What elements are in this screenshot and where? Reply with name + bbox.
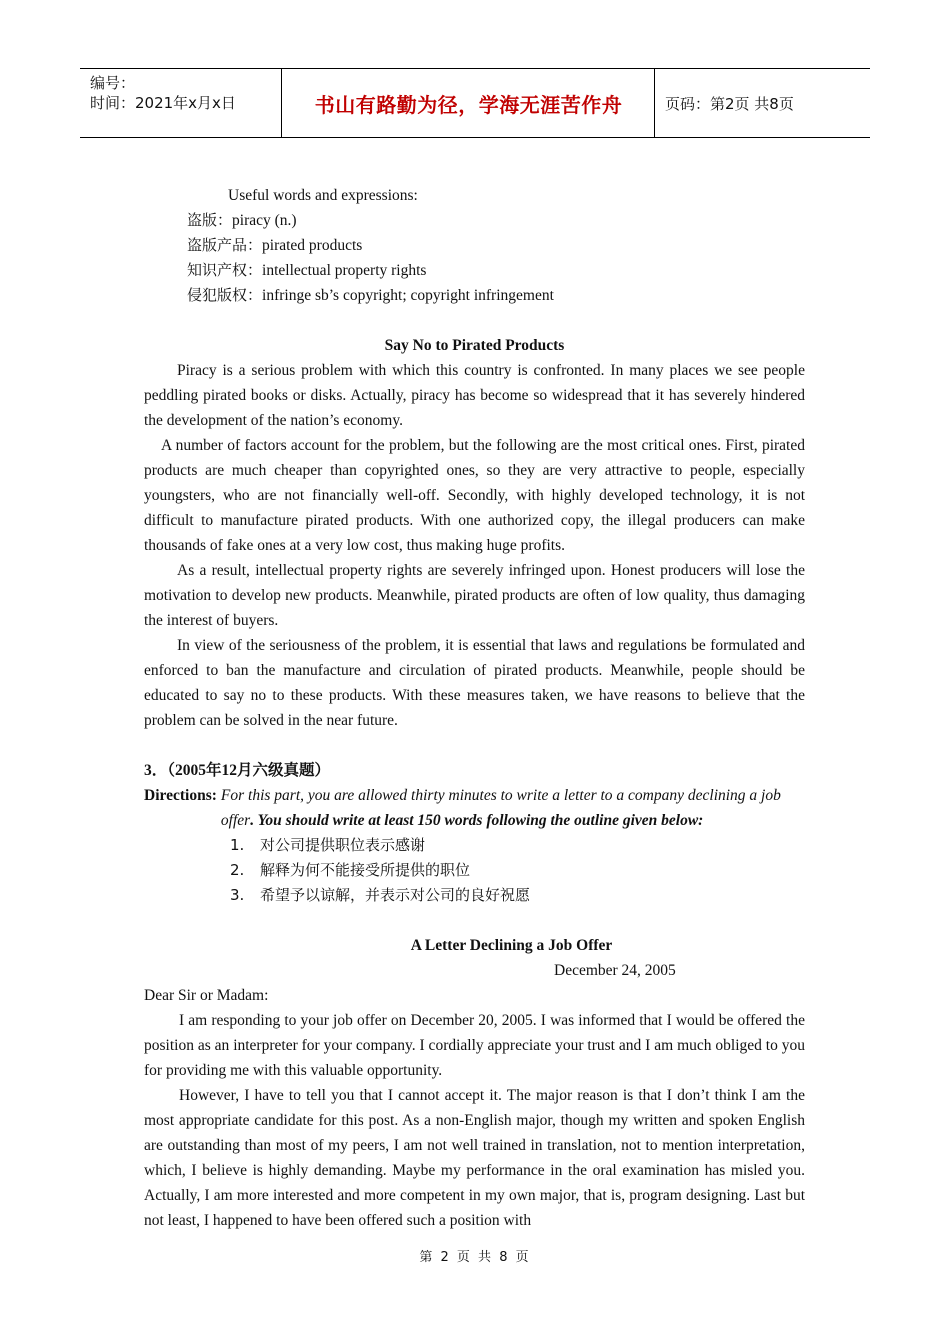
directions-text: For this part, you are allowed thirty minutes to write a letter to a company declining a job offer. You should write at least 150 words following the outline given below: [220, 787, 781, 829]
date-label: 时间：2021年x月x日 [90, 94, 236, 112]
essay-title: Say No to Pirated Products [384, 337, 565, 354]
header-left-cell [90, 73, 236, 113]
page-footer: 第 2 页 共 8 页 [419, 1250, 531, 1265]
letter-paragraph: However, I have to tell you that I cannot accept it. The major reason is that I don’t think I am the most appropriate candidate for this post. As a non-English major, though my written and spoken English are outstanding than most of my peers, I am not well trained in translation, not to mention interpretation, which, I believe is highly demanding. Maybe my performance in the oral examination has misled you. Actually, I am more interested and more competent in my own major, that is, program designing. Last but not least, I happened to have been offered such a position with [144, 1087, 805, 1229]
essay-paragraph: In view of the seriousness of the problem, it is essential that laws and regulations be formulated and enforced to ban the manufacture and circulation of pirated products. Meanwhile, people should be educated to say no to these products. With these measures taken, we have reasons to believe that the problem can be solved in the near future. [144, 637, 805, 729]
header-divider [654, 69, 655, 137]
vocab-item: 侵犯版权：infringe sb’s copyright; copyright infringement [187, 286, 554, 304]
vocab-item: 盗版：piracy (n.) [187, 211, 297, 229]
vocab-item: 盗版产品：pirated products [187, 236, 363, 254]
section-heading: 3．（2005年12月六级真题） [144, 762, 331, 779]
document-body [144, 183, 805, 1233]
outline-item: 1. 对公司提供职位表示感谢 [230, 836, 426, 854]
essay-paragraph: Piracy is a serious problem with which this country is confronted. In many places we see people peddling pirated books or disks. Actually, piracy has become so widespread that it has severely hindered the development of the nation’s economy. [144, 362, 805, 429]
essay-paragraph: As a result, intellectual property rights are severely infringed upon. Honest producers will lose the motivation to develop new products. Meanwhile, pirated products are often of low quality, thus damaging the interest of buyers. [144, 562, 805, 629]
vocab-heading: Useful words and expressions: [228, 187, 418, 204]
letter-title: A Letter Declining a Job Offer [410, 937, 613, 954]
outline-item: 2. 解释为何不能接受所提供的职位 [230, 861, 471, 879]
header-motto: 书山有路勤为径，学海无涯苦作舟 [314, 92, 623, 117]
outline-list [144, 833, 805, 908]
outline-item: 3. 希望予以谅解，并表示对公司的良好祝愿 [230, 886, 531, 904]
directions [144, 783, 805, 833]
page-header [80, 68, 870, 138]
page-number-label: 页码：第2页 共8页 [665, 95, 794, 113]
letter-date: December 24, 2005 [554, 962, 676, 979]
number-label: 编号： [90, 74, 136, 92]
vocab-item: 知识产权：intellectual property rights [187, 261, 427, 279]
essay-paragraph: A number of factors account for the problem, but the following are the most critical ones. First, pirated products are much cheaper than copyrighted ones, so they are very attractive to people, especially youngsters, who are not financially well-off. Secondly, with highly developed technology, it is not difficult to manufacture pirated products. With one authorized copy, the illegal producers can make thousands of fake ones at a very low cost, thus making huge profits. [144, 437, 805, 554]
letter-paragraph: I am responding to your job offer on December 20, 2005. I was informed that I would be offered the position as an interpreter for your company. I cordially appreciate your trust and I am much obliged to you for providing me with this valuable opportunity. [144, 1012, 805, 1079]
directions-label: Directions: [144, 787, 217, 804]
letter-salutation: Dear Sir or Madam: [144, 987, 269, 1004]
